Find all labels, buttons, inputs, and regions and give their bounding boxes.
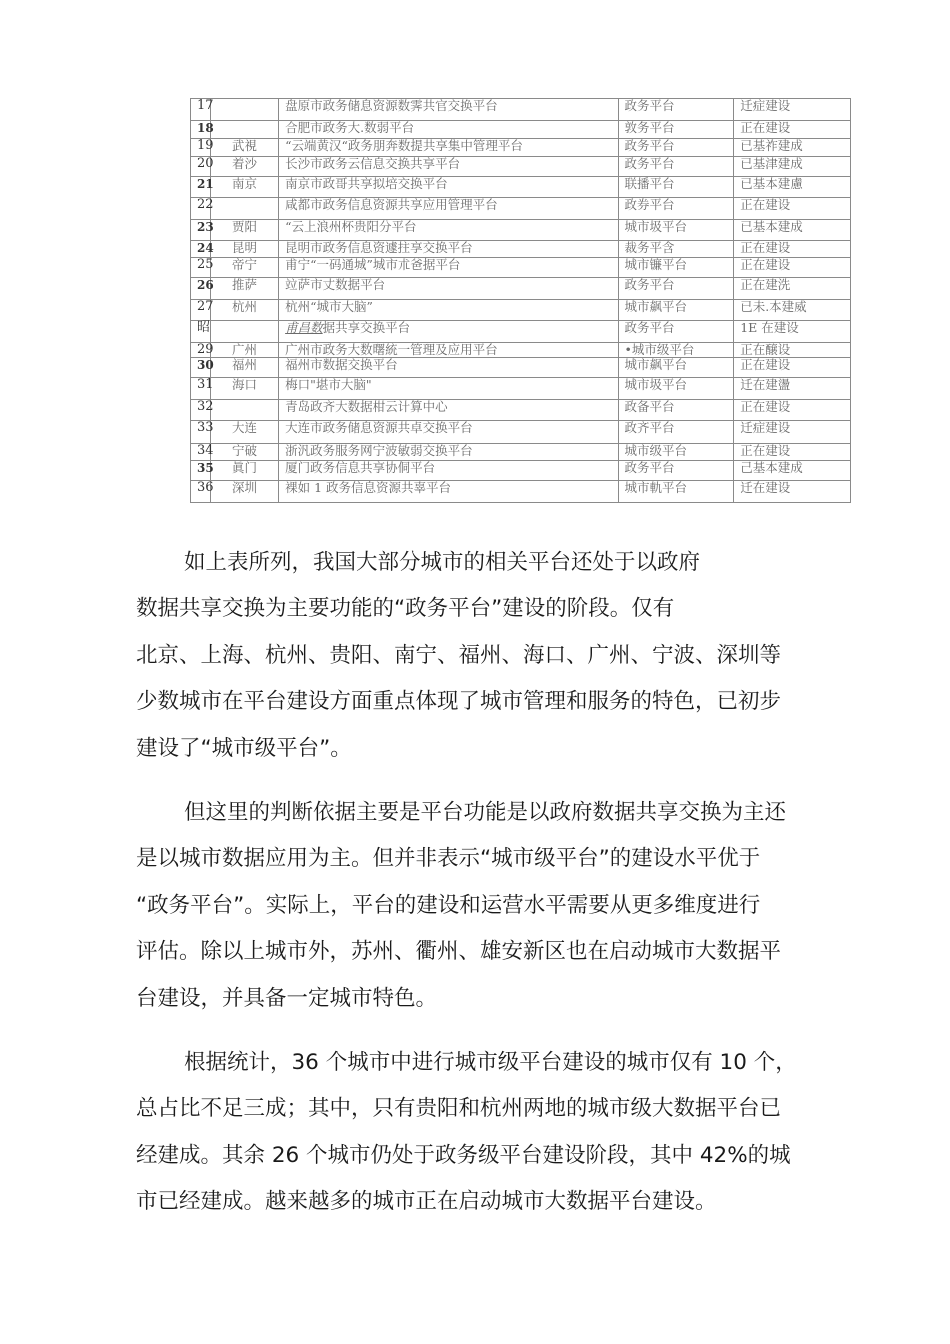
row-status: 1E 在建设	[734, 321, 851, 343]
paragraph-gap	[136, 1022, 846, 1040]
row-platform-type: 裁务平含	[618, 241, 734, 258]
row-status: 正在建设	[734, 258, 851, 278]
paragraph-line: 北京、上海、杭州、贵阳、南宁、福州、海口、广州、宁波、深圳等	[136, 642, 782, 668]
row-status: 已未.本建威	[734, 300, 851, 321]
row-city: 武視	[210, 139, 278, 157]
row-status: 迁症建设	[734, 99, 851, 121]
paragraph-line: 但这里的判断依据主要是平台功能是以政府数据共享交换为主还	[184, 800, 787, 826]
paragraph-line: 数据共享交换为主要功能的“政务平台”建设的阶段。仅有	[136, 596, 675, 622]
row-number: 昭	[191, 321, 211, 343]
row-platform-name: 甫宁“一码通城”城市朮爸据平台	[279, 258, 618, 278]
row-city	[210, 400, 278, 421]
row-platform-name: 合肥市政务大.数弱平台	[279, 121, 618, 139]
row-platform-name: 竝萨市丈数据平台	[279, 278, 618, 300]
paragraph-gap	[136, 772, 846, 790]
row-city: 推萨	[210, 278, 278, 300]
row-status: 已基祚建成	[734, 139, 851, 157]
table-row	[191, 444, 851, 461]
row-status: 已基本建成	[734, 220, 851, 241]
row-platform-type: 城市圾平台	[618, 220, 734, 241]
row-city: 大连	[210, 421, 278, 444]
row-platform-type: 政备平台	[618, 400, 734, 421]
row-number: 21	[191, 177, 211, 198]
paragraph-line: 少数城市在平台建设方面重点体现了城市管理和服务的特色，已初步	[136, 689, 782, 715]
row-platform-name: 裸如 1 政务信息资源共辜平台	[279, 481, 618, 503]
row-platform-type: 城市级平台	[618, 444, 734, 461]
row-number: 29	[191, 343, 211, 358]
row-status: 迁症建设	[734, 421, 851, 444]
row-platform-name: 梅口"堪市大脑"	[279, 378, 618, 400]
row-status: 正在建设	[734, 241, 851, 258]
row-platform-type: 政务平台	[618, 99, 734, 121]
paragraph-line: 如上表所列，我国大部分城市的相关平台还处于以政府	[184, 550, 701, 575]
paragraph-line: 建设了“城市级平台”。	[136, 735, 352, 761]
row-platform-type: 政券平台	[618, 198, 734, 220]
row-platform-name: 青岛政齐大数据柑云计算中心	[279, 400, 618, 421]
row-platform-name: “云上浪州杯贵阳分平台	[279, 220, 618, 241]
row-status: 已基津建成	[734, 157, 851, 177]
row-city	[210, 321, 278, 343]
row-platform-type: 城市飙平台	[618, 358, 734, 378]
row-city: 福州	[210, 358, 278, 378]
row-status: 正在建洗	[734, 278, 851, 300]
table-row	[191, 481, 851, 503]
table-row	[191, 421, 851, 444]
row-platform-name: 盘原市政务储息资源数霁共官交换平台	[279, 99, 618, 121]
table-row	[191, 220, 851, 241]
row-platform-name: 广州市政务大数曙統一管理及应用平台	[279, 343, 618, 358]
table-row	[191, 400, 851, 421]
row-platform-name: 南京市政哥共享拟培交换平台	[279, 177, 618, 198]
row-platform-name: 厦门政务信息共享协侗平台	[279, 461, 618, 481]
row-platform-type: 城市镰平台	[618, 258, 734, 278]
row-number: 33	[191, 421, 211, 444]
paragraph-line: 经建成。其余 26 个城市仍处于政务级平台建设阶段，其中 42%的城	[136, 1142, 791, 1168]
row-number: 27	[191, 300, 211, 321]
row-platform-name: 福州市数据交换平台	[279, 358, 618, 378]
row-number: 26	[191, 278, 211, 300]
row-platform-type: 城市圾平台	[618, 378, 734, 400]
row-platform-type: •城市级平台	[618, 343, 734, 358]
row-platform-type: 政务平台	[618, 278, 734, 300]
row-number: 30	[191, 358, 211, 378]
row-status: 己基本建成	[734, 461, 851, 481]
row-platform-name: 大连市政务储息资源共卓交换平台	[279, 421, 618, 444]
platform-table-body	[191, 99, 851, 503]
row-number: 24	[191, 241, 211, 258]
paragraph	[136, 540, 846, 772]
row-status: 正在建设	[734, 198, 851, 220]
row-platform-name: 咸都市政务信息资源共享应用管理平台	[279, 198, 618, 220]
row-status: 正在建设	[734, 400, 851, 421]
platform-name-rest: 据共享交换平台	[322, 320, 411, 335]
row-number: 23	[191, 220, 211, 241]
row-number: 35	[191, 461, 211, 481]
row-city: 杭州	[210, 300, 278, 321]
row-platform-name: 长沙市政务云信息交换共享平台	[279, 157, 618, 177]
table-row	[191, 378, 851, 400]
row-city: 眞门	[210, 461, 278, 481]
row-platform-type: 政务平台	[618, 157, 734, 177]
table-row	[191, 258, 851, 278]
platform-name-prefix: 甫昌数	[285, 320, 323, 335]
row-number: 31	[191, 378, 211, 400]
row-platform-type: 政务平台	[618, 461, 734, 481]
row-city: 南京	[210, 177, 278, 198]
paragraph-line: 是以城市数据应用为主。但并非表示“城市级平台”的建设水平优于	[136, 846, 761, 872]
row-city: 海口	[210, 378, 278, 400]
row-platform-name: 昆明市政务信息资遽拄享交换平台	[279, 241, 618, 258]
row-number: 36	[191, 481, 211, 503]
table-row	[191, 177, 851, 198]
row-number: 34	[191, 444, 211, 461]
row-platform-type: 政务平台	[618, 321, 734, 343]
table-row	[191, 343, 851, 358]
row-status: 迁在建盪	[734, 378, 851, 400]
paragraph-line: 评估。除以上城市外，苏州、衢州、雄安新区也在启动城市大数据平	[136, 939, 782, 965]
row-platform-name: 杭州“城市大脑”	[279, 300, 618, 321]
row-city	[210, 198, 278, 220]
row-platform-type: 敦务平台	[618, 121, 734, 139]
table-row	[191, 461, 851, 481]
table-row	[191, 241, 851, 258]
paragraph	[136, 1040, 846, 1226]
table-row	[191, 278, 851, 300]
row-status: 正在建设	[734, 121, 851, 139]
paragraph-line: “政务平台”。实际上，平台的建设和运营水平需要从更多维度进行	[136, 892, 761, 918]
row-number: 18	[191, 121, 211, 139]
paragraph-line: 根据统计，36 个城市中进行城市级平台建设的城市仅有 10 个，	[184, 1050, 797, 1076]
row-platform-type: 联播平台	[618, 177, 734, 198]
platform-table	[190, 98, 851, 503]
row-number: 19	[191, 139, 211, 157]
row-number: 25	[191, 258, 211, 278]
table-row	[191, 300, 851, 321]
row-status: 正在建设	[734, 444, 851, 461]
row-status: 迁在建设	[734, 481, 851, 503]
row-city: 深圳	[210, 481, 278, 503]
platform-table-container	[190, 98, 851, 503]
row-platform-type: 城市飙平台	[618, 300, 734, 321]
row-status: 已基本建慮	[734, 177, 851, 198]
paragraph-line: 台建设，并具备一定城市特色。	[136, 985, 438, 1011]
table-row	[191, 99, 851, 121]
row-city: 贾阳	[210, 220, 278, 241]
paragraph	[136, 790, 846, 1022]
row-status: 正在建设	[734, 358, 851, 378]
table-row	[191, 157, 851, 177]
row-city: 帝宁	[210, 258, 278, 278]
table-row	[191, 321, 851, 343]
row-platform-type: 城市軌平台	[618, 481, 734, 503]
row-city: 昆明	[210, 241, 278, 258]
row-number: 20	[191, 157, 211, 177]
row-platform-name: 浙汎政务服务网宁波敏弱交换平台	[279, 444, 618, 461]
row-number: 32	[191, 400, 211, 421]
table-row	[191, 198, 851, 220]
row-status: 正在醸设	[734, 343, 851, 358]
table-row	[191, 121, 851, 139]
table-row	[191, 358, 851, 378]
row-city	[210, 99, 278, 121]
row-number: 17	[191, 99, 211, 121]
table-row	[191, 139, 851, 157]
row-city: 着沙	[210, 157, 278, 177]
row-city	[210, 121, 278, 139]
paragraph-line: 总占比不足三成；其中，只有贵阳和杭州两地的城市级大数据平台已	[136, 1096, 782, 1122]
row-platform-type: 政齐平台	[618, 421, 734, 444]
row-platform-name: “云端黄汉“政务朋奔数提共享集中管理平台	[279, 139, 618, 157]
row-platform-name	[279, 321, 618, 343]
body-text	[136, 540, 846, 1226]
row-platform-type: 政务平台	[618, 139, 734, 157]
paragraph-line: 市已经建成。越来越多的城市正在启动城市大数据平台建设。	[136, 1189, 717, 1215]
row-number: 22	[191, 198, 211, 220]
row-city: 广州	[210, 343, 278, 358]
row-city: 宁破	[210, 444, 278, 461]
